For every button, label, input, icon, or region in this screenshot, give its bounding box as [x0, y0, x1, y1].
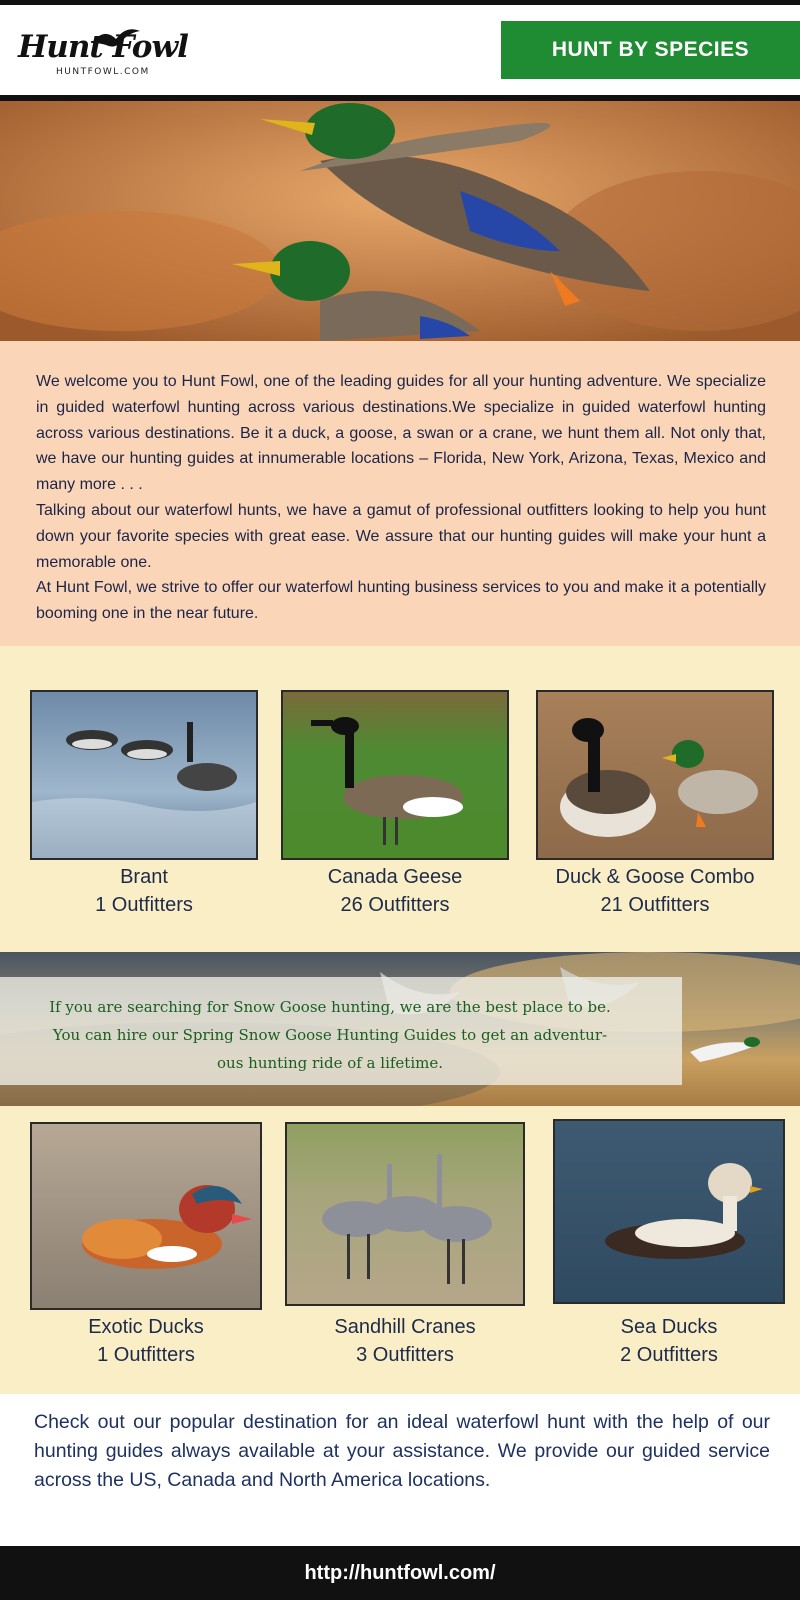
outfitter-count: 3 Outfitters: [356, 1344, 454, 1366]
intro-paragraph-1: We welcome you to Hunt Fowl, one of the leading guides for all your hunting adventure. We specialize in guided waterfowl hunting across various destinations.We specialize in guided waterfowl hunting across various destinations. Be it a duck, a goose, a swan or a crane, we hunt them all. Not only that, we have our hunting guides at innumerable locations – Florida, New York, Arizona, Texas, Mexico and many more . . .: [36, 373, 766, 494]
outfitter-count: 21 Outfitters: [600, 894, 710, 916]
intro-paragraph-2: Talking about our waterfowl hunts, we have a gamut of professional outfitters looking to help you hunt down your favorite species with great ease. We assure that our hunting guides will make your hunt a memorable one.: [36, 501, 766, 571]
species-card-duck-goose-combo[interactable]: [536, 690, 774, 930]
species-name: Sandhill Cranes: [334, 1316, 476, 1338]
closing-section: [0, 1394, 800, 1546]
canada-geese-photo[interactable]: [281, 690, 509, 860]
banner-line-2: You can hire our Spring Snow Goose Hunting Guides to get an adventur-: [52, 1026, 608, 1044]
brant-photo[interactable]: [30, 690, 258, 860]
exotic-ducks-photo[interactable]: [30, 1122, 262, 1310]
outfitter-count: 26 Outfitters: [340, 894, 450, 916]
logo-subtitle: HUNTFOWL.COM: [56, 67, 150, 77]
species-card-brant[interactable]: [30, 690, 258, 930]
mallard-ducks-illustration: [0, 101, 800, 341]
site-header: [0, 5, 800, 95]
outfitter-count: 1 Outfitters: [95, 894, 193, 916]
site-footer: [0, 1546, 800, 1600]
species-name: Brant: [120, 866, 168, 888]
banner-line-3: ous hunting ride of a lifetime.: [217, 1054, 443, 1072]
sandhill-cranes-photo[interactable]: [285, 1122, 525, 1306]
hunt-by-species-button[interactable]: HUNT BY SPECIES: [501, 21, 800, 79]
hero-image-mallards: [0, 101, 800, 341]
logo-text: Hunt Fowl: [18, 29, 188, 65]
species-grid-top: [0, 646, 800, 952]
closing-paragraph: Check out our popular destination for an ideal waterfowl hunt with the help of our hunting guides always available at your assistance. We provide our guided service across the US, Canada and North America locations.: [34, 1411, 770, 1491]
species-name: Duck & Goose Combo: [555, 866, 755, 888]
banner-line-1: If you are searching for Snow Goose hunting, we are the best place to be.: [49, 998, 611, 1016]
sea-ducks-photo[interactable]: [553, 1119, 785, 1304]
species-name: Sea Ducks: [620, 1316, 718, 1338]
banner-text-box: [0, 977, 682, 1085]
intro-paragraph-3: At Hunt Fowl, we strive to offer our waterfowl hunting business services to you and make it a potentially booming one in the near future.: [36, 579, 766, 623]
species-grid-bottom: [0, 1106, 800, 1394]
outfitter-count: 2 Outfitters: [620, 1344, 718, 1366]
duck-goose-combo-photo[interactable]: [536, 690, 774, 860]
outfitter-count: 1 Outfitters: [97, 1344, 195, 1366]
species-card-sea-ducks[interactable]: [553, 1119, 785, 1369]
species-name: Canada Geese: [327, 866, 463, 888]
intro-section: [0, 341, 800, 646]
species-name: Exotic Ducks: [88, 1316, 204, 1338]
species-card-exotic-ducks[interactable]: [30, 1122, 262, 1372]
footer-url-link[interactable]: http://huntfowl.com/: [304, 1561, 496, 1584]
snow-goose-banner[interactable]: [0, 952, 800, 1106]
species-card-canada-geese[interactable]: [281, 690, 509, 930]
site-logo[interactable]: [18, 25, 193, 85]
species-card-sandhill-cranes[interactable]: [285, 1122, 525, 1372]
